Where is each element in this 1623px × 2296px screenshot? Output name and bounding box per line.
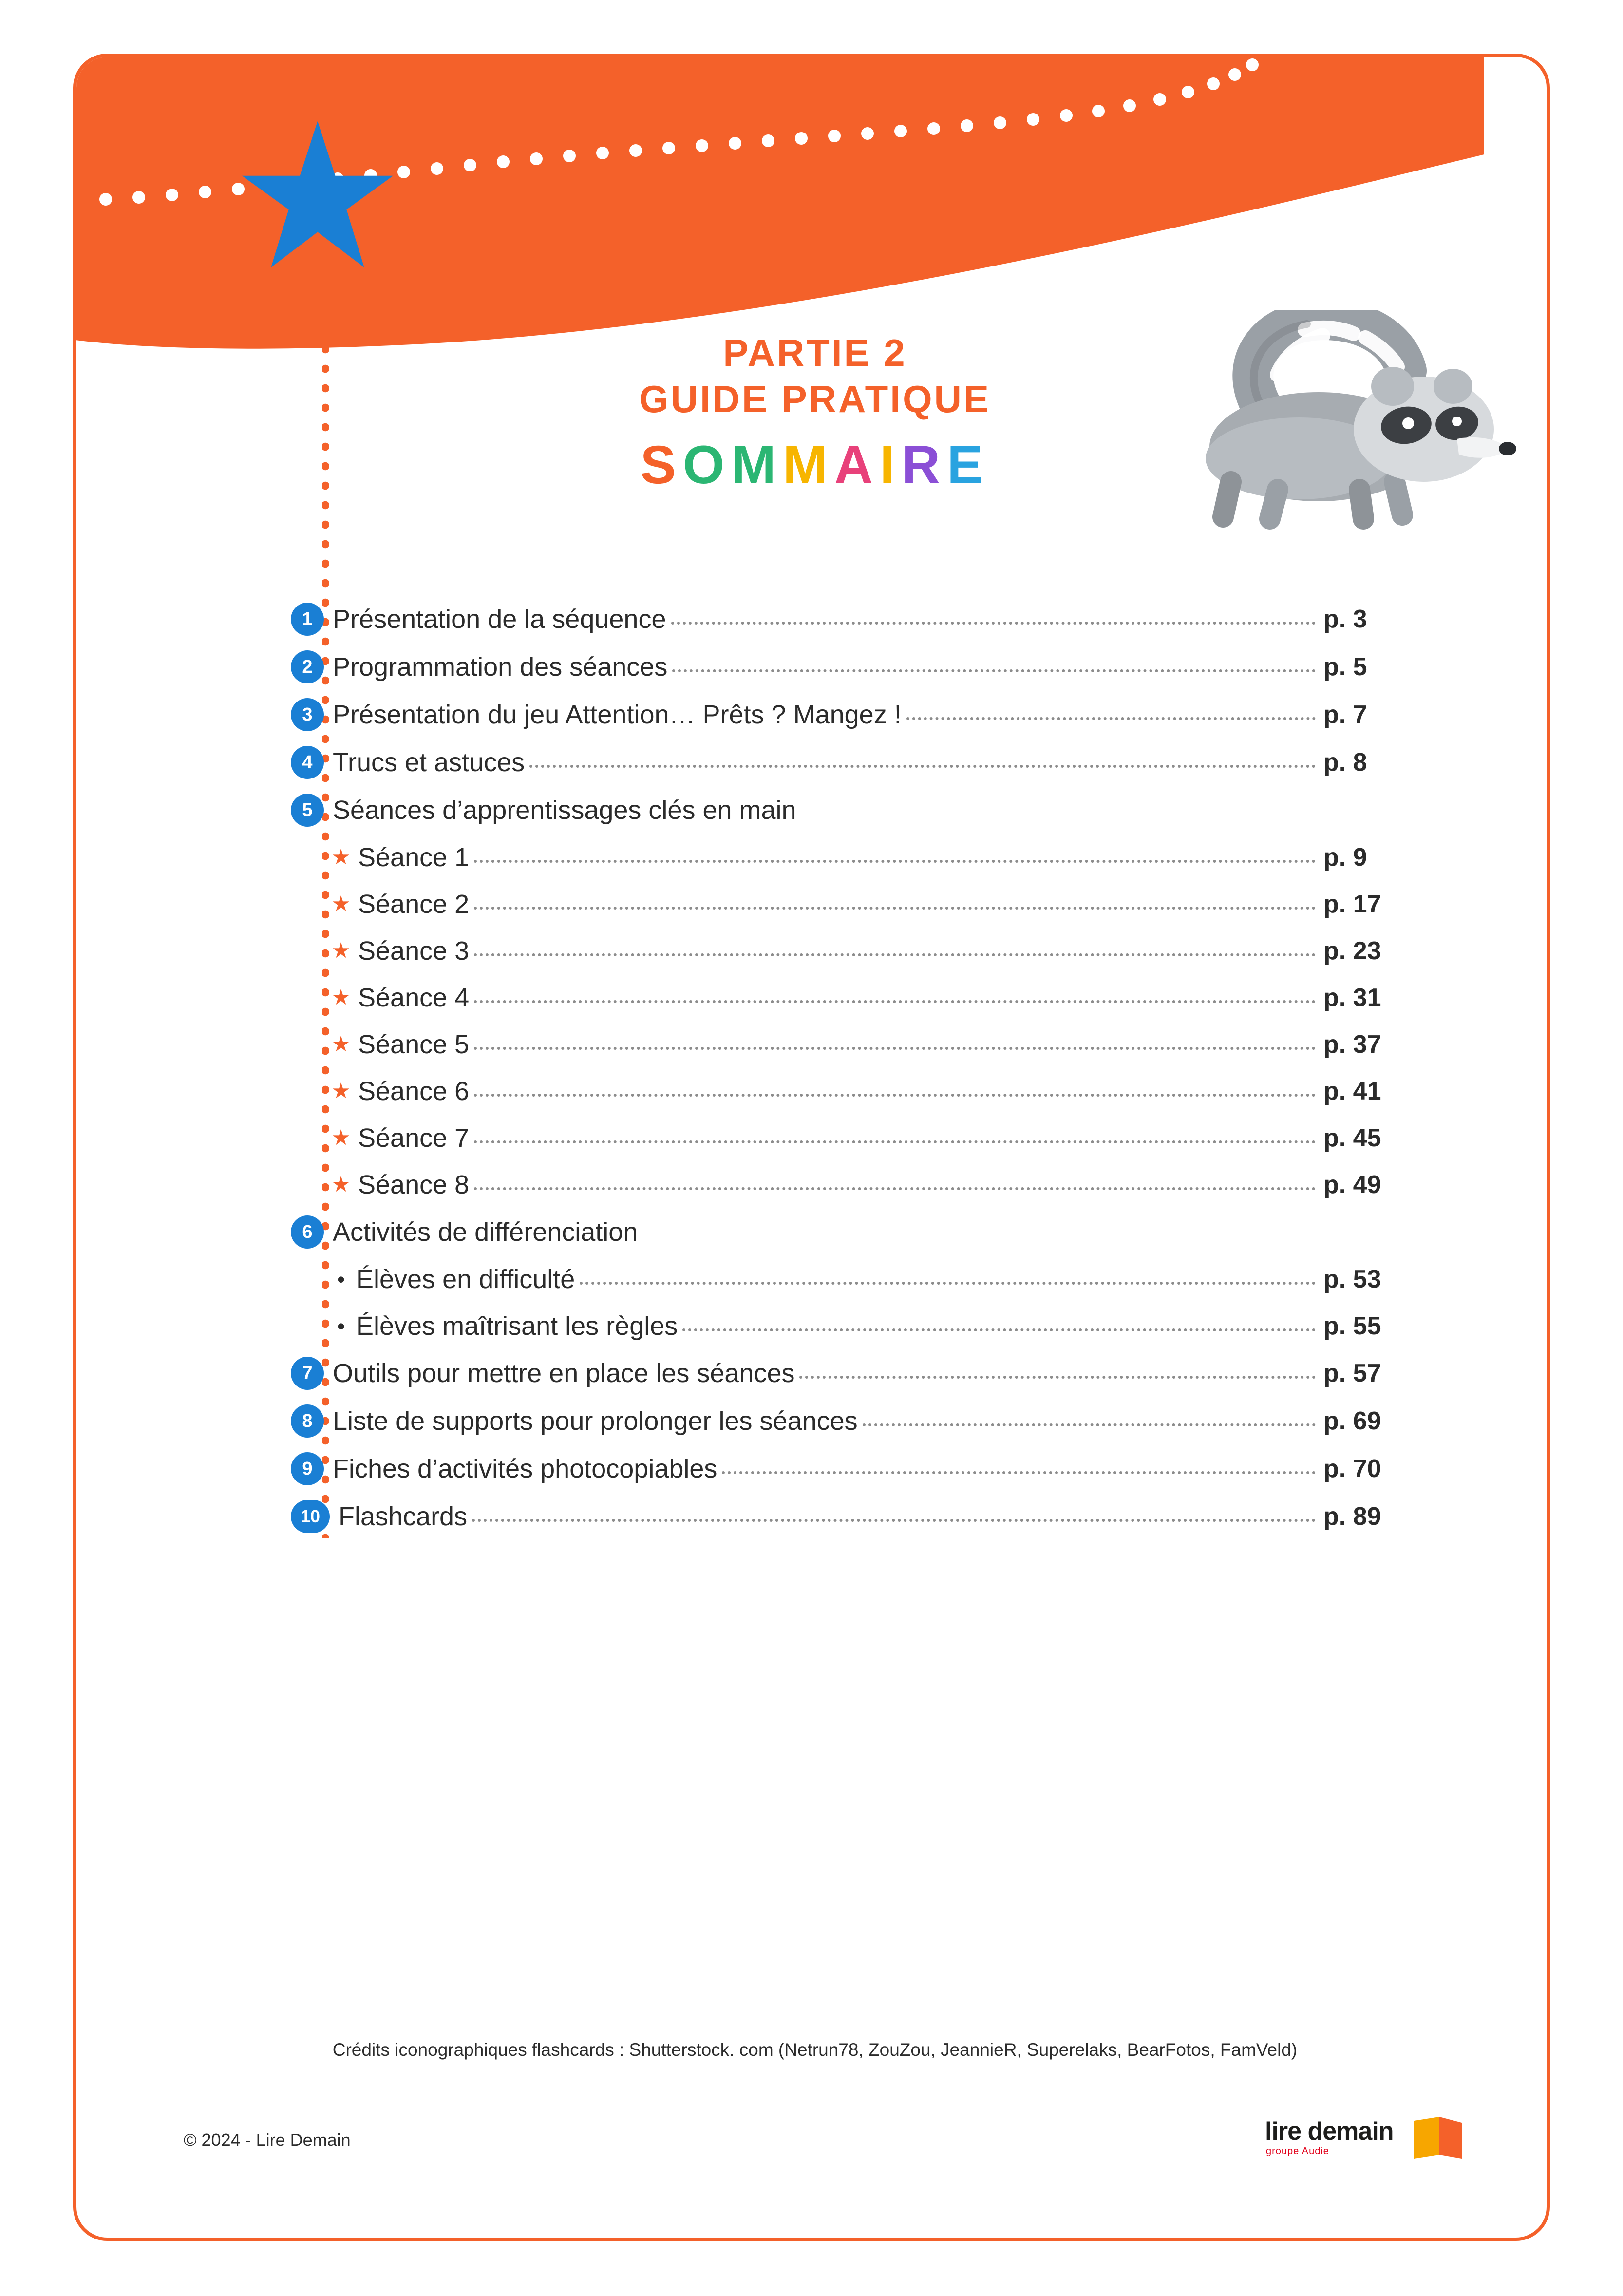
toc-page-number: p. 89 [1323,1502,1381,1531]
summary-title-letter: M [783,435,834,495]
page-card [73,54,1550,2241]
toc-entry-label: Séance 4 [358,983,470,1012]
toc-leader-dots [799,1361,1316,1379]
star-bullet-icon: ★ [331,1126,351,1150]
part-subtitle: GUIDE PRATIQUE [639,378,991,421]
toc-entry-label: Élèves en difficulté [356,1265,575,1294]
toc-leader-dots [474,1032,1316,1050]
toc-number-badge: 3 [291,698,324,731]
toc-number-badge: 6 [291,1215,324,1249]
toc-leader-dots [472,1504,1316,1522]
toc-leader-dots [474,1173,1316,1190]
toc-number-badge: 5 [291,794,324,827]
toc-page-number: p. 53 [1323,1265,1381,1293]
summary-title-letter: R [901,435,947,495]
toc-leader-dots [580,1267,1316,1285]
copyright-line: © 2024 - Lire Demain [184,2130,351,2150]
toc-row[interactable] [291,928,1421,974]
summary-title-letter: O [682,435,732,495]
book-mark-icon [1411,2112,1465,2161]
toc-page-number: p. 7 [1323,701,1367,729]
toc-page-number: p. 17 [1323,890,1381,918]
publisher-logo [1265,2108,1474,2166]
toc-number-badge: 2 [291,650,324,683]
summary-title-letter: I [880,435,902,495]
toc-page-number: p. 37 [1323,1030,1381,1059]
toc-page-number: p. 69 [1323,1407,1381,1435]
toc-leader-dots [474,1126,1316,1143]
toc-leader-dots [529,750,1316,768]
logo-subtext: groupe Audie [1266,2146,1329,2157]
toc-row[interactable] [291,1445,1421,1493]
toc-entry-label: Liste de supports pour prolonger les séances [333,1406,858,1436]
toc-page-number: p. 9 [1323,843,1367,872]
star-bullet-icon: ★ [331,892,351,916]
toc-row[interactable] [291,1349,1421,1397]
toc-entry-label: Séance 6 [358,1077,470,1106]
toc-row[interactable] [291,1068,1421,1115]
toc-leader-dots [671,607,1316,625]
toc-leader-dots [474,1079,1316,1097]
toc-number-badge: 9 [291,1452,324,1485]
toc-leader-dots [863,1409,1316,1426]
logo-text: lire demain [1265,2117,1394,2145]
toc-row[interactable] [291,739,1421,786]
toc-entry-label: Élèves maîtrisant les règles [356,1311,678,1341]
toc-page-number: p. 23 [1323,937,1381,965]
toc-leader-dots [474,845,1316,863]
toc-page-number: p. 5 [1323,653,1367,681]
toc-entry-label: Fiches d’activités photocopiables [333,1454,717,1483]
star-bullet-icon: ★ [331,1079,351,1103]
toc-row[interactable] [291,786,1421,834]
toc-row[interactable] [291,1256,1421,1303]
star-bullet-icon: ★ [331,1173,351,1196]
toc-row[interactable] [291,691,1421,739]
star-bullet-icon: ★ [331,939,351,963]
toc-row[interactable] [291,1208,1421,1256]
toc-row[interactable] [291,1161,1421,1208]
toc-row[interactable] [291,881,1421,928]
toc-page-number: p. 55 [1323,1312,1381,1340]
toc-row[interactable] [291,595,1421,643]
star-icon [237,118,398,279]
toc-number-badge: 7 [291,1357,324,1390]
toc-entry-label: Présentation de la séquence [333,605,666,634]
toc-leader-dots [906,702,1316,720]
summary-title-letter: M [731,435,783,495]
toc-page-number: p. 45 [1323,1124,1381,1152]
toc-row[interactable] [291,834,1421,881]
summary-title-letter: E [947,435,990,495]
toc-leader-dots [682,1314,1316,1331]
toc-leader-dots [474,892,1316,910]
toc-page-number: p. 41 [1323,1077,1381,1105]
dot-bullet-icon: • [337,1267,345,1292]
star-bullet-icon: ★ [331,1032,351,1056]
toc-entry-label: Séance 3 [358,936,470,966]
toc-entry-label: Séance 8 [358,1170,470,1199]
toc-entry-label: Séance 5 [358,1030,470,1059]
toc-entry-label: Activités de différenciation [333,1217,638,1247]
dot-bullet-icon: • [337,1313,345,1339]
toc-page-number: p. 8 [1323,748,1367,777]
toc-number-badge: 1 [291,603,324,636]
toc-row[interactable] [291,1303,1421,1349]
toc-leader-dots [722,1457,1316,1474]
credits-line: Crédits iconographiques flashcards : Shutterstock. com (Netrun78, ZouZou, JeannieR, Superelaks, BearFotos, FamVeld) [332,2040,1298,2060]
toc-number-badge: 8 [291,1404,324,1438]
toc-leader-dots [474,986,1316,1003]
toc-entry-label: Trucs et astuces [333,748,525,777]
toc-entry-label: Programmation des séances [333,652,668,682]
summary-title-letter: S [640,435,683,495]
toc-entry-label: Séance 7 [358,1123,470,1153]
toc-page-number: p. 31 [1323,984,1381,1012]
toc-row[interactable] [291,1115,1421,1161]
toc-number-badge: 4 [291,746,324,779]
summary-title-letter: A [834,435,880,495]
toc-row[interactable] [291,1021,1421,1068]
toc-number-badge: 10 [291,1500,330,1533]
toc-page-number: p. 70 [1323,1455,1381,1483]
toc-page-number: p. 57 [1323,1359,1381,1387]
toc-entry-label: Outils pour mettre en place les séances [333,1359,795,1388]
toc-entry-label: Présentation du jeu Attention… Prêts ? Mangez ! [333,700,902,729]
toc-row[interactable] [291,974,1421,1021]
table-of-contents [291,595,1421,1540]
toc-entry-label: Flashcards [339,1502,468,1531]
toc-page-number: p. 49 [1323,1171,1381,1199]
toc-row[interactable] [291,1493,1421,1540]
part-label: PARTIE 2 [723,331,907,374]
toc-row[interactable] [291,1397,1421,1445]
star-bullet-icon: ★ [331,986,351,1009]
toc-entry-label: Séance 2 [358,890,470,919]
toc-page-number: p. 3 [1323,605,1367,633]
toc-leader-dots [672,655,1316,672]
star-bullet-icon: ★ [331,845,351,869]
toc-row[interactable] [291,643,1421,691]
toc-entry-label: Séances d’apprentissages clés en main [333,796,796,825]
toc-entry-label: Séance 1 [358,843,470,872]
raccoon-illustration [1114,310,1523,544]
toc-leader-dots [474,939,1316,956]
